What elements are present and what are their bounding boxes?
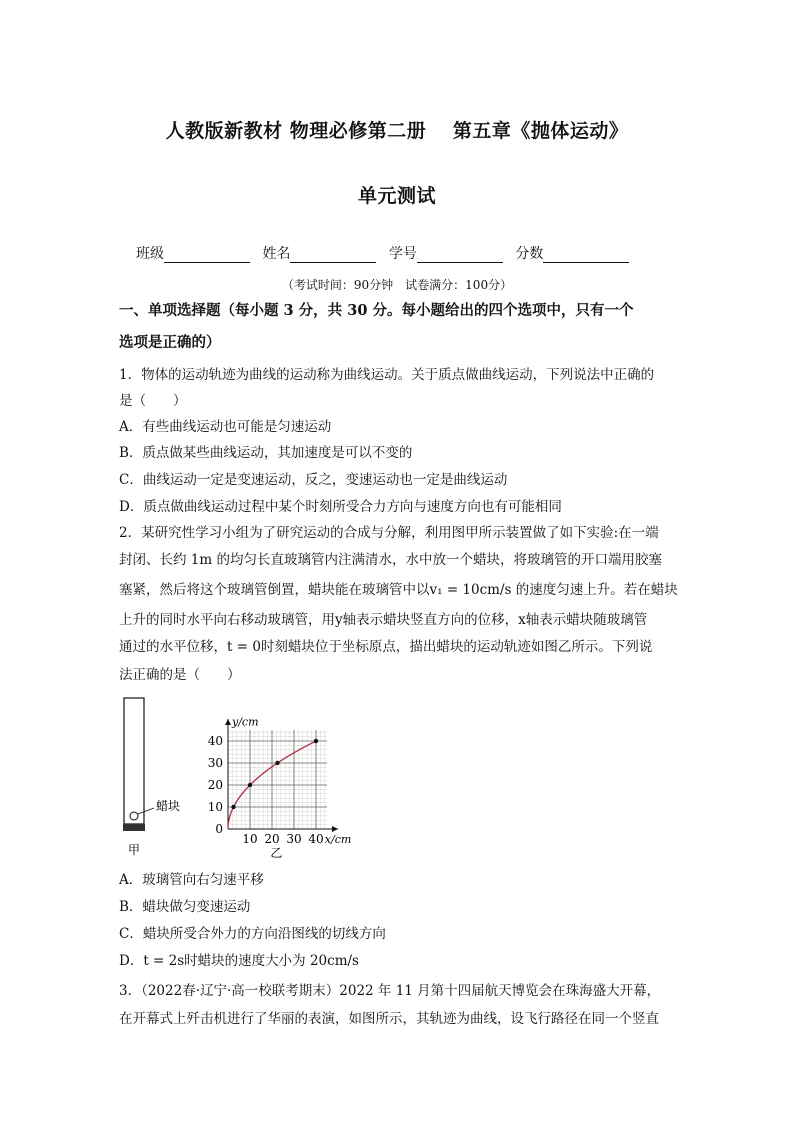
q1-option-a: A．有些曲线运动也可能是匀速运动: [119, 419, 332, 435]
data-point: [314, 739, 318, 743]
q2-stem-5: 通过的水平位移，t = 0时刻蜡块位于坐标原点，描出蜡块的运动轨迹如图乙所示。下列说: [119, 639, 653, 655]
x-tick-label: 30: [286, 832, 302, 846]
data-point: [275, 761, 279, 765]
q1-stem: 1．物体的运动轨迹为曲线的运动称为曲线运动。关于质点做曲线运动，下列说法中正确的: [119, 367, 655, 383]
x-tick-label: 20: [264, 832, 280, 846]
origin-label: 0: [215, 822, 223, 836]
section-heading-cont: 选项是正确的）: [119, 334, 221, 351]
q2-figure: [118, 694, 368, 864]
label-yi: 乙: [270, 846, 283, 860]
y-axis-label: y/cm: [232, 715, 259, 729]
x-axis-arrow: [332, 826, 338, 832]
exam-note: （考试时间：90分钟 试卷满分：100分）: [281, 278, 513, 292]
q2-stem-6: 法正确的是（ ）: [119, 667, 241, 683]
q2-stem-2: 封闭、长约 1m 的均匀长直玻璃管内注满清水，水中放一个蜡块，将玻璃管的开口端用胶塞: [119, 552, 662, 568]
q2-stem-4: 上升的同时水平向右移动玻璃管，用y轴表示蜡块竖直方向的位移，x轴表示蜡块随玻璃管: [119, 612, 648, 628]
glass-tube: [124, 698, 144, 824]
q1-stem-cont: 是（ ）: [119, 393, 187, 409]
q3-stem-cont: 在开幕式上歼击机进行了华丽的表演，如图所示，其轨迹为曲线，设飞行路径在同一个竖直: [119, 1011, 659, 1027]
class-blank[interactable]: [164, 248, 250, 263]
id-blank[interactable]: [417, 248, 503, 263]
y-tick-label: 40: [207, 734, 223, 748]
tube-stopper: [123, 824, 145, 831]
page-title: 人教版新教材 物理必修第二册 第五章《抛体运动》: [165, 120, 629, 142]
class-label: 班级: [136, 246, 164, 262]
q2-option-c: C．蜡块所受合外力的方向沿图线的切线方向: [119, 926, 386, 942]
x-tick-label: 10: [242, 832, 258, 846]
block-label: 蜡块: [156, 799, 181, 813]
data-point: [248, 783, 252, 787]
data-point: [231, 805, 235, 809]
section-heading: 一、单项选择题（每小题 3 分，共 30 分。每小题给出的四个选项中，只有一个: [119, 302, 634, 319]
name-blank[interactable]: [290, 248, 376, 263]
y-tick-label: 30: [207, 756, 223, 770]
q2-stem-3: 塞紧，然后将这个玻璃管倒置，蜡块能在玻璃管中以v₁ = 10cm/s 的速度匀速上升。若在蜡块: [119, 582, 678, 598]
q3-stem: 3．（2022春·辽宁·高一校联考期末）2022 年 11 月第十四届航天博览会在珠海盛大开幕，: [119, 983, 661, 999]
x-tick-label: 40: [308, 832, 324, 846]
label-jia: 甲: [128, 843, 141, 857]
y-axis-arrow: [225, 719, 231, 725]
page-subtitle: 单元测试: [357, 185, 436, 207]
y-tick-label: 10: [207, 800, 223, 814]
q2-option-a: A．玻璃管向右匀速平移: [119, 872, 264, 888]
score-blank[interactable]: [543, 248, 629, 263]
q1-option-c: C．曲线运动一定是变速运动，反之，变速运动也一定是曲线运动: [119, 472, 508, 488]
student-info-row: [136, 243, 637, 263]
q2-option-b: B．蜡块做匀变速运动: [119, 899, 251, 915]
wax-block: [130, 812, 138, 820]
id-label: 学号: [388, 246, 417, 262]
y-tick-label: 20: [207, 778, 223, 792]
trajectory-chart: [208, 716, 352, 860]
q2-stem-1: 2．某研究性学习小组为了研究运动的合成与分解，利用图甲所示装置做了如下实验:在一端: [119, 525, 659, 541]
block-pointer: [138, 808, 154, 814]
q2-option-d: D．t = 2s时蜡块的速度大小为 20cm/s: [119, 953, 359, 969]
q1-option-b: B．质点做某些曲线运动，其加速度是可以不变的: [119, 445, 413, 461]
name-label: 姓名: [262, 246, 291, 262]
x-axis-label: x/cm: [324, 833, 352, 846]
q1-option-d: D．质点做曲线运动过程中某个时刻所受合力方向与速度方向也有可能相同: [119, 499, 562, 515]
score-label: 分数: [515, 246, 544, 262]
